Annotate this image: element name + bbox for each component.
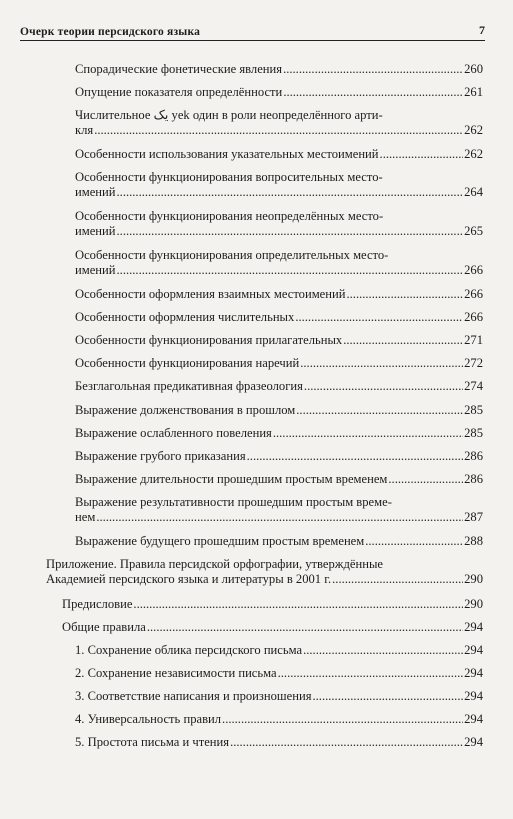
toc-page-number: 294 xyxy=(464,735,483,749)
dot-leader xyxy=(313,689,464,704)
toc-page-number: 274 xyxy=(464,379,483,393)
toc-entry-title: имений xyxy=(75,185,116,199)
toc-appendix-entry xyxy=(46,557,483,587)
toc-entry-title: кля xyxy=(75,123,94,137)
dot-leader xyxy=(247,449,463,464)
toc-entry-title: Предисловие xyxy=(62,597,133,611)
dot-leader xyxy=(365,534,463,549)
toc-rule-entry xyxy=(75,712,483,727)
toc-entry-title: 1. Сохранение облика персидского письма xyxy=(75,643,303,657)
running-header xyxy=(20,22,485,41)
toc-page-number: 294 xyxy=(464,620,483,634)
dot-leader xyxy=(147,620,463,635)
dot-leader xyxy=(273,426,463,441)
toc-page-number: 260 xyxy=(464,62,483,76)
toc-page-number: 266 xyxy=(464,310,483,324)
toc-page-number: 287 xyxy=(464,510,483,524)
dot-leader xyxy=(117,263,464,278)
toc-entry xyxy=(75,108,483,138)
dot-leader xyxy=(117,224,464,239)
toc-page-number: 294 xyxy=(464,643,483,657)
dot-leader xyxy=(230,735,463,750)
toc-page-number: 290 xyxy=(464,572,483,586)
dot-leader xyxy=(303,643,463,658)
toc-rule-entry xyxy=(75,666,483,681)
toc-entry-title: Выражение долженствования в прошлом xyxy=(75,403,296,417)
dot-leader xyxy=(283,85,463,100)
toc-entry-title: Опущение показателя определённости xyxy=(75,85,283,99)
dot-leader xyxy=(343,333,463,348)
toc-entry xyxy=(75,534,483,549)
dot-leader xyxy=(96,510,463,525)
toc-page-number: 286 xyxy=(464,449,483,463)
toc-entry xyxy=(75,426,483,441)
toc-entry xyxy=(75,62,483,77)
dot-leader xyxy=(347,287,464,302)
toc-entry-title: 4. Универсальность правил xyxy=(75,712,222,726)
toc-entry-title: 5. Простота письма и чтения xyxy=(75,735,230,749)
toc-entry-title: Особенности функционирования наречий xyxy=(75,356,300,370)
dot-leader xyxy=(133,597,463,612)
toc-entry-title: Особенности функционирования прилагательных xyxy=(75,333,343,347)
dot-leader xyxy=(380,147,464,162)
toc-entry-title: Особенности оформления взаимных местоимений xyxy=(75,287,346,301)
dot-leader xyxy=(295,310,463,325)
toc-entry xyxy=(75,170,483,200)
toc-entry xyxy=(75,495,483,525)
toc-entry-title: Особенности оформления числительных xyxy=(75,310,295,324)
toc-entry-title: Особенности использования указательных местоимений xyxy=(75,147,379,161)
toc-entry-title-line1: Числительное یک yek один в роли неопределённого арти- xyxy=(75,108,383,122)
toc-entry xyxy=(75,85,483,100)
toc-page-number: 285 xyxy=(464,403,483,417)
dot-leader xyxy=(117,185,464,200)
toc-entry xyxy=(75,287,483,302)
dot-leader xyxy=(388,472,463,487)
toc-page-number: 271 xyxy=(464,333,483,347)
toc-entry-title: Безглагольная предикативная фразеология xyxy=(75,379,303,393)
dot-leader xyxy=(283,62,463,77)
toc-page-number: 264 xyxy=(464,185,483,199)
toc-entry-title: 2. Сохранение независимости письма xyxy=(75,666,277,680)
toc-entry-title: Общие правила xyxy=(62,620,146,634)
toc-entry-title: 3. Соответствие написания и произношения xyxy=(75,689,312,703)
toc-page-number: 262 xyxy=(464,147,483,161)
toc-page-number: 265 xyxy=(464,224,483,238)
dot-leader xyxy=(304,379,463,394)
toc-entry-title-line1: Особенности функционирования определительных место- xyxy=(75,248,389,262)
toc-entry xyxy=(75,209,483,239)
toc-entry-title-line1: Особенности функционирования вопросительных место- xyxy=(75,170,383,184)
toc-entry xyxy=(75,310,483,325)
toc-entry xyxy=(75,356,483,371)
toc-page-number: 262 xyxy=(464,123,483,137)
toc-entry-title: Спорадические фонетические явления xyxy=(75,62,283,76)
toc-page-number: 294 xyxy=(464,666,483,680)
toc-page-number: 294 xyxy=(464,689,483,703)
toc-rule-entry xyxy=(75,643,483,658)
toc-appendix-title-line1: Приложение. Правила персидской орфографии, утверждённые xyxy=(46,557,384,571)
toc-page-number: 290 xyxy=(464,597,483,611)
toc-entry xyxy=(75,472,483,487)
dot-leader xyxy=(296,403,463,418)
toc-page-number: 261 xyxy=(464,85,483,99)
toc-entry-title: имений xyxy=(75,224,116,238)
dot-leader xyxy=(300,356,463,371)
toc-entry-title: нем xyxy=(75,510,96,524)
toc-page-number: 272 xyxy=(464,356,483,370)
toc-entry-title-line1: Особенности функционирования неопределённых место- xyxy=(75,209,384,223)
toc-entry-title: Выражение длительности прошедшим простым временем xyxy=(75,472,388,486)
toc-entry xyxy=(75,379,483,394)
toc-entry-title: Выражение будущего прошедшим простым временем xyxy=(75,534,365,548)
toc-page-number: 294 xyxy=(464,712,483,726)
toc-entry xyxy=(75,147,483,162)
toc-entry-title-line1: Выражение результативности прошедшим простым време- xyxy=(75,495,392,509)
dot-leader xyxy=(332,572,463,587)
toc-page-number: 266 xyxy=(464,287,483,301)
toc-entry xyxy=(62,597,483,612)
toc-entry-title: Выражение ослабленного повеления xyxy=(75,426,272,440)
running-title: Очерк теории персидского языка xyxy=(20,26,201,38)
dot-leader xyxy=(278,666,463,681)
toc-page-number: 286 xyxy=(464,472,483,486)
dot-leader xyxy=(222,712,463,727)
toc-entry xyxy=(75,333,483,348)
dot-leader xyxy=(94,123,463,138)
toc-entry xyxy=(75,403,483,418)
toc-appendix-title: Академией персидского языка и литературы в 2001 г. xyxy=(46,572,332,586)
toc-rule-entry xyxy=(75,735,483,750)
page-number: 7 xyxy=(479,23,485,37)
toc-entry xyxy=(62,620,483,635)
toc-entry xyxy=(75,449,483,464)
toc-page-number: 288 xyxy=(464,534,483,548)
toc-page-number: 266 xyxy=(464,263,483,277)
toc-entry-title: Выражение грубого приказания xyxy=(75,449,246,463)
toc-page-number: 285 xyxy=(464,426,483,440)
toc-rule-entry xyxy=(75,689,483,704)
toc-entry xyxy=(75,248,483,278)
toc-entry-title: имений xyxy=(75,263,116,277)
